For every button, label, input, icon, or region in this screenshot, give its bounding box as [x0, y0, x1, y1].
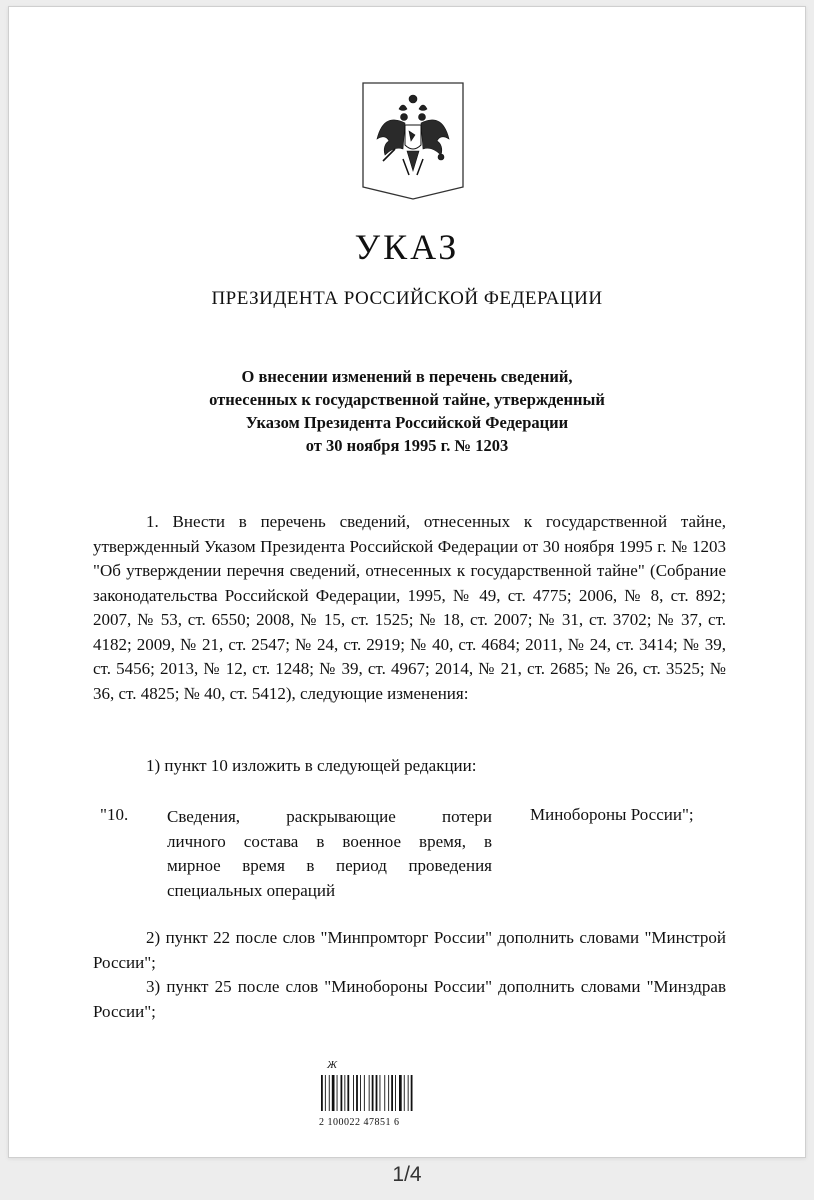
barcode-bar [347, 1075, 349, 1111]
barcode-bar [408, 1075, 409, 1111]
heading-line: Указом Президента Российской Федерации [245, 413, 569, 432]
quote-authority: Минобороны России"; [530, 805, 694, 824]
barcode-bar [329, 1075, 330, 1111]
heading-line: отнесенных к государственной тайне, утвержденный [209, 390, 605, 409]
barcode-bar [360, 1075, 361, 1111]
amendment-items [93, 926, 726, 1024]
barcode-bar [332, 1075, 335, 1111]
quote-line: специальных операций [167, 880, 336, 900]
barcode-bar [395, 1075, 396, 1111]
document-heading [9, 365, 805, 457]
document-issuer: ПРЕЗИДЕНТА РОССИЙСКОЙ ФЕДЕРАЦИИ [211, 288, 603, 309]
barcode-bar [344, 1075, 345, 1111]
subpoint-1: 1) пункт 10 изложить в следующей редакции: [146, 756, 477, 775]
barcode-bar [399, 1075, 402, 1111]
barcode-bar [372, 1075, 374, 1111]
heading-line: О внесении изменений в перечень сведений, [241, 367, 573, 386]
barcode-bar [325, 1075, 326, 1111]
barcode-bar [391, 1075, 393, 1111]
barcode-bar [411, 1075, 413, 1111]
paragraph-1: 1. Внести в перечень сведений, отнесенных к государственной тайне, утвержденный Указом Президента Российской Федерации от 30 ноября 1995 г. № 1203 "Об утверждении перечня сведений, отнесенных к государственной тайне" (Собрание законодательства Российской Федерации, 1995, № 49, ст. 4775; 2006, № 8, ст. 892; 2007, № 53, ст. 6550; 2008, № 15, ст. 1525; № 18, ст. 2007; № 31, ст. 3702; № 37, ст. 4182; 2009, № 21, ст. 2547; № 24, ст. 2919; № 40, ст. 4684; 2011, № 24, ст. 3414; № 39, ст. 5456; 2013, № 12, ст. 1248; № 39, ст. 4967; 2014, № 21, ст. 2685; № 26, ст. 3525; № 36, ст. 4825; № 40, ст. 5412), следующие изменения: [93, 512, 726, 703]
barcode-bar [364, 1075, 365, 1111]
barcode-bar [353, 1075, 354, 1111]
barcode-bar [376, 1075, 378, 1111]
barcode-bar [341, 1075, 343, 1111]
barcode-mark: Ж [327, 1059, 338, 1071]
heading-line: от 30 ноября 1995 г. № 1203 [305, 436, 509, 455]
barcode-bar [380, 1075, 381, 1111]
list-item: 2) пункт 22 после слов "Минпромторг России" дополнить словами "Минстрой России"; [93, 928, 726, 972]
quote-line: мирное время в период проведения [167, 856, 492, 875]
barcode-bar [356, 1075, 358, 1111]
document-page [8, 6, 806, 1158]
barcode-bar [369, 1075, 370, 1111]
quote-line: Сведения, раскрывающие потери [167, 807, 492, 826]
barcode-bar [384, 1075, 385, 1111]
barcode-bar [321, 1075, 323, 1111]
list-item: 3) пункт 25 после слов "Минобороны России" дополнить словами "Минздрав России"; [93, 977, 726, 1021]
barcode [309, 1059, 439, 1135]
page-indicator: 1/4 [392, 1163, 422, 1186]
document-body [93, 510, 726, 706]
quote-line: личного состава в военное время, в [167, 831, 492, 851]
barcode-bar [337, 1075, 338, 1111]
barcode-bar [404, 1075, 405, 1111]
quote-text [167, 805, 492, 903]
barcode-bar [388, 1075, 389, 1111]
coat-of-arms-emblem [359, 79, 467, 201]
quote-number: "10. [100, 805, 129, 824]
barcode-bars [319, 1069, 439, 1119]
barcode-number: 2 100022 47851 6 [319, 1117, 400, 1128]
document-title: УКАЗ [354, 227, 460, 267]
